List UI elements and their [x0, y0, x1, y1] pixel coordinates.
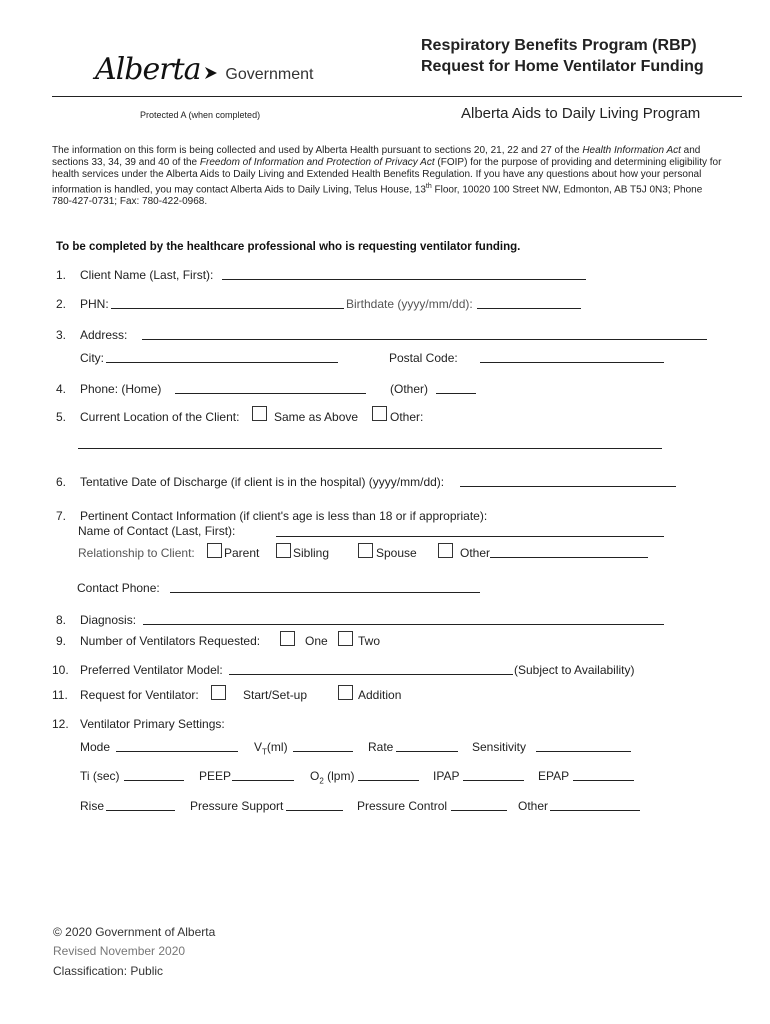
field-11-number: 11. — [52, 688, 68, 702]
pressure-control-field[interactable] — [451, 799, 507, 811]
contact-info-label: Pertinent Contact Information (if client's age is less than 18 or if appropriate): — [80, 509, 488, 523]
peep-field[interactable] — [232, 769, 294, 781]
addition-label: Addition — [358, 688, 402, 702]
sensitivity-label: Sensitivity — [472, 740, 527, 754]
phn-field[interactable] — [111, 297, 344, 309]
phn-label: PHN: — [80, 297, 109, 311]
address-label: Address: — [80, 328, 128, 342]
phone-other-field[interactable] — [436, 382, 476, 394]
discharge-label: Tentative Date of Discharge (if client is in the hospital) (yyyy/mm/dd): — [80, 475, 445, 489]
same-as-above-checkbox[interactable] — [252, 406, 267, 421]
diagnosis-label: Diagnosis: — [80, 613, 137, 627]
contact-phone-field[interactable] — [170, 581, 480, 593]
phone-home-label: Phone: (Home) — [80, 382, 162, 396]
birthdate-field[interactable] — [477, 297, 581, 309]
relationship-other-checkbox[interactable] — [438, 543, 453, 558]
sibling-label: Sibling — [293, 546, 330, 560]
logo-flag-icon — [205, 67, 217, 79]
pressure-support-label: Pressure Support — [190, 799, 284, 813]
diagnosis-field[interactable] — [143, 613, 664, 625]
num-ventilators-label: Number of Ventilators Requested: — [80, 634, 261, 648]
sibling-checkbox[interactable] — [276, 543, 291, 558]
startup-checkbox[interactable] — [211, 685, 226, 700]
contact-name-label: Name of Contact (Last, First): — [78, 524, 236, 538]
spouse-checkbox[interactable] — [358, 543, 373, 558]
program-name: Alberta Aids to Daily Living Program — [461, 105, 701, 122]
phone-other-label: (Other) — [390, 382, 429, 396]
address-field[interactable] — [142, 328, 707, 340]
one-ventilator-checkbox[interactable] — [280, 631, 295, 646]
phone-home-field[interactable] — [175, 382, 366, 394]
birthdate-label: Birthdate (yyyy/mm/dd): — [346, 297, 473, 311]
ipap-label: IPAP — [433, 769, 460, 783]
instruction-text: To be completed by the healthcare professional who is requesting ventilator funding. — [56, 241, 521, 253]
startup-label: Start/Set-up — [243, 688, 308, 702]
field-2-number: 2. — [56, 297, 67, 311]
ti-field[interactable] — [124, 769, 184, 781]
sensitivity-field[interactable] — [536, 740, 631, 752]
field-4-number: 4. — [56, 382, 67, 396]
contact-phone-label: Contact Phone: — [77, 581, 160, 595]
logo-wordmark: Alberta — [95, 52, 201, 87]
primary-settings-label: Ventilator Primary Settings: — [80, 717, 225, 731]
addition-checkbox[interactable] — [338, 685, 353, 700]
settings-other-label: Other — [518, 799, 549, 813]
location-other-label: Other: — [390, 410, 424, 424]
postal-code-field[interactable] — [480, 351, 664, 363]
preferred-model-label: Preferred Ventilator Model: — [80, 663, 223, 677]
city-field[interactable] — [106, 351, 338, 363]
rate-field[interactable] — [396, 740, 458, 752]
classification: Classification: Public — [53, 964, 164, 978]
field-5-number: 5. — [56, 410, 67, 424]
location-other-field[interactable] — [78, 437, 662, 449]
alberta-logo — [95, 52, 313, 87]
epap-field[interactable] — [573, 769, 634, 781]
settings-other-field[interactable] — [550, 799, 640, 811]
o2-field[interactable] — [358, 769, 419, 781]
rise-field[interactable] — [106, 799, 175, 811]
postal-code-label: Postal Code: — [389, 351, 458, 365]
field-8-number: 8. — [56, 613, 67, 627]
client-name-label: Client Name (Last, First): — [80, 268, 214, 282]
form-title-line2: Request for Home Ventilator Funding — [421, 58, 704, 75]
discharge-field[interactable] — [460, 475, 676, 487]
relationship-other-field[interactable] — [490, 546, 648, 558]
vt-field[interactable] — [293, 740, 353, 752]
field-10-number: 10. — [52, 663, 69, 677]
peep-label: PEEP — [199, 769, 232, 783]
subject-availability-label: (Subject to Availability) — [514, 663, 635, 677]
rate-label: Rate — [368, 740, 394, 754]
one-label: One — [305, 634, 328, 648]
pressure-support-field[interactable] — [286, 799, 343, 811]
two-ventilators-checkbox[interactable] — [338, 631, 353, 646]
form-title-line1: Respiratory Benefits Program (RBP) — [421, 37, 697, 54]
spouse-label: Spouse — [376, 546, 417, 560]
privacy-notice: The information on this form is being collected and used by Alberta Health pursuant to sections 20, 21, 22 and 27 of the Health Information Act and sections 33, 34, 39 and 40 of the Freedom of Information and Protection of Privacy Act (FOIP) for the purpose of providing and determining eligibility for health services under the Alberta Aids to Daily Living and Extended Health Benefits Regulation. If you have any questions about how your personal information is handled, you may contact Alberta Aids to Daily Living, Telus House, 13th Floor, 10020 100 Street NW, Edmonton, AB T5J 0N3; Phone 780-427-0731; Fax: 780-422-0968. — [52, 145, 722, 208]
contact-name-field[interactable] — [276, 525, 664, 537]
preferred-model-field[interactable] — [229, 663, 513, 675]
request-for-label: Request for Ventilator: — [80, 688, 199, 702]
parent-label: Parent — [224, 546, 260, 560]
rise-label: Rise — [80, 799, 105, 813]
field-6-number: 6. — [56, 475, 67, 489]
relationship-label: Relationship to Client: — [78, 546, 195, 560]
same-as-above-label: Same as Above — [274, 410, 359, 424]
ipap-field[interactable] — [463, 769, 524, 781]
o2-label: $O_2$ (lpm) — [310, 769, 355, 786]
two-label: Two — [358, 634, 381, 648]
relationship-other-label: Other — [460, 546, 491, 560]
revised-date: Revised November 2020 — [53, 944, 186, 958]
logo-government: Government — [225, 66, 314, 83]
field-9-number: 9. — [56, 634, 67, 648]
epap-label: EPAP — [538, 769, 570, 783]
header-divider — [52, 96, 742, 97]
field-3-number: 3. — [56, 328, 67, 342]
parent-checkbox[interactable] — [207, 543, 222, 558]
location-label: Current Location of the Client: — [80, 410, 240, 424]
pressure-control-label: Pressure Control — [357, 799, 448, 813]
mode-label: Mode — [80, 740, 111, 754]
ti-label: Ti (sec) — [80, 769, 120, 783]
copyright: © 2020 Government of Alberta — [53, 925, 216, 939]
field-12-number: 12. — [52, 717, 69, 731]
field-7-number: 7. — [56, 509, 67, 523]
protected-label: Protected A (when completed) — [140, 110, 261, 120]
vt-label: $V_T(ml)$ — [254, 740, 288, 757]
location-other-checkbox[interactable] — [372, 406, 387, 421]
city-label: City: — [80, 351, 104, 365]
mode-field[interactable] — [116, 740, 238, 752]
client-name-field[interactable] — [222, 268, 586, 280]
field-1-number: 1. — [56, 268, 67, 282]
